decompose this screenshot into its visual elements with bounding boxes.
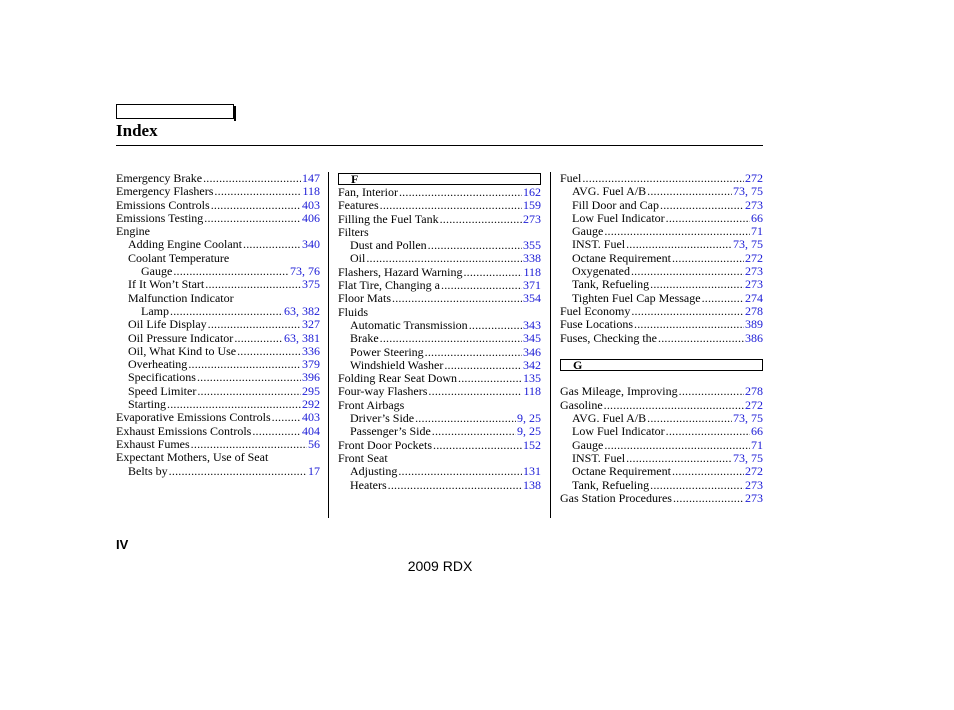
index-term: Low Fuel Indicator: [572, 424, 665, 439]
index-term: Front Door Pockets: [338, 437, 432, 452]
dot-leader: [666, 212, 750, 225]
index-term: Emissions Controls: [116, 197, 210, 212]
index-entry: [338, 239, 541, 252]
dot-leader: [380, 199, 522, 212]
index-term: Four-way Flashers: [338, 384, 428, 399]
column-divider: [550, 172, 551, 518]
index-term: Flat Tire, Changing a: [338, 278, 441, 293]
index-term: Evaporative Emissions Controls: [116, 410, 271, 425]
index-term: Gauge: [572, 437, 604, 452]
dot-leader: [433, 439, 522, 452]
page-reference-link[interactable]: 272: [745, 397, 763, 412]
dot-leader: [647, 185, 732, 198]
dot-leader: [469, 319, 522, 332]
index-term: Oil Life Display: [128, 317, 207, 332]
index-term: Windshield Washer: [350, 357, 444, 372]
page-reference-link[interactable]: 342: [523, 357, 541, 372]
dot-leader: [604, 439, 750, 452]
page-reference-link[interactable]: 403: [302, 410, 320, 425]
page-reference-link[interactable]: 278: [745, 384, 763, 399]
index-entry: [116, 185, 320, 198]
page-reference-link[interactable]: 118: [523, 384, 541, 399]
index-term: Oil, What Kind to Use: [128, 343, 237, 358]
page-reference-link[interactable]: 336: [302, 343, 320, 358]
index-term: Malfunction Indicator: [128, 290, 234, 305]
index-term: Gauge: [141, 264, 173, 279]
index-term: Dust and Pollen: [350, 238, 427, 253]
index-entry: [116, 199, 320, 212]
dot-leader: [458, 372, 522, 385]
index-term: Adding Engine Coolant: [128, 237, 242, 252]
index-column-3: [560, 172, 763, 505]
page-reference-link[interactable]: 73, 75: [733, 411, 763, 426]
page-reference-link[interactable]: 273: [523, 211, 541, 226]
index-term: Low Fuel Indicator: [572, 210, 665, 225]
dot-leader: [191, 438, 307, 451]
page-reference-link[interactable]: 292: [302, 397, 320, 412]
dot-leader: [626, 238, 732, 251]
index-entry: [560, 318, 763, 331]
index-term: Passenger’s Side: [350, 424, 431, 439]
index-term: Starting: [128, 397, 166, 412]
index-entry: [560, 425, 763, 438]
index-entry: [560, 385, 763, 398]
index-entry: [560, 225, 763, 238]
page-title: Index: [116, 121, 158, 140]
index-term: Fill Door and Cap: [572, 197, 659, 212]
page-reference-link[interactable]: 63, 381: [284, 330, 320, 345]
page-reference-link[interactable]: 118: [523, 264, 541, 279]
index-term: AVG. Fuel A/B: [572, 184, 647, 199]
dot-leader: [658, 332, 744, 345]
index-term: Heaters: [350, 477, 387, 492]
index-term: Oil: [350, 251, 366, 266]
index-entry: [116, 225, 320, 238]
index-entry: [560, 452, 763, 465]
index-term: Emergency Brake: [116, 171, 203, 185]
index-entry: [338, 332, 541, 345]
page-reference-link[interactable]: 162: [523, 185, 541, 199]
page-reference-link[interactable]: 73, 75: [733, 450, 763, 465]
dot-leader: [604, 399, 744, 412]
index-term: Gas Mileage, Improving: [560, 384, 678, 399]
dot-leader: [672, 252, 744, 265]
index-term: Adjusting: [350, 464, 398, 479]
index-entry: [338, 346, 541, 359]
page-reference-link[interactable]: 343: [523, 317, 541, 332]
index-entry: [560, 332, 763, 345]
index-entry: [338, 213, 541, 226]
index-entry: [338, 279, 541, 292]
page-reference-link[interactable]: 131: [523, 464, 541, 479]
page-reference-link[interactable]: 272: [745, 464, 763, 479]
dot-leader: [428, 385, 522, 398]
index-entry: [116, 172, 320, 185]
index-term: Front Seat: [338, 450, 388, 465]
page-reference-link[interactable]: 273: [745, 197, 763, 212]
page-reference-link[interactable]: 273: [745, 277, 763, 292]
index-entry: [338, 399, 541, 412]
page-reference-link[interactable]: 278: [745, 303, 763, 318]
page-reference-link[interactable]: 345: [523, 331, 541, 346]
index-entry: [338, 186, 541, 199]
dot-leader: [197, 371, 301, 384]
dot-leader: [205, 278, 301, 291]
index-entry: [116, 358, 320, 371]
index-entry: [116, 411, 320, 424]
dot-leader: [380, 332, 522, 345]
index-term: Oil Pressure Indicator: [128, 330, 234, 345]
index-entry: [560, 278, 763, 291]
index-term: Exhaust Fumes: [116, 436, 190, 451]
index-entry: [560, 465, 763, 478]
index-entry: [116, 278, 320, 291]
page-reference-link[interactable]: 273: [745, 490, 763, 505]
page-reference-link[interactable]: 118: [302, 184, 320, 199]
section-spacer: [560, 372, 763, 385]
page-reference-link[interactable]: 71: [751, 224, 763, 239]
dot-leader: [188, 358, 301, 371]
page-reference-link[interactable]: 71: [751, 437, 763, 452]
index-term: Tank, Refueling: [572, 477, 650, 492]
index-entry: [560, 399, 763, 412]
index-entry: [116, 252, 320, 265]
page-reference-link[interactable]: 272: [745, 250, 763, 265]
index-entry: [338, 479, 541, 492]
dot-leader: [463, 266, 522, 279]
index-term: Fuse Locations: [560, 317, 633, 332]
dot-leader: [237, 345, 301, 358]
index-term: Exhaust Emissions Controls: [116, 423, 252, 438]
index-entry: [338, 306, 541, 319]
index-entry: [116, 238, 320, 251]
page-reference-link[interactable]: 152: [523, 437, 541, 452]
index-entry: [116, 451, 320, 464]
dot-leader: [631, 305, 744, 318]
index-entry: [560, 199, 763, 212]
index-entry: [560, 292, 763, 305]
index-entry: [116, 438, 320, 451]
footer-model-label: 2009 RDX: [407, 558, 473, 574]
index-term: Driver’s Side: [350, 411, 415, 426]
index-entry: [116, 318, 320, 331]
index-term: Gasoline: [560, 397, 603, 412]
index-entry: [338, 385, 541, 398]
page-reference-link[interactable]: 66: [751, 210, 763, 225]
index-term: Fuel: [560, 171, 582, 185]
page-reference-link[interactable]: 159: [523, 198, 541, 213]
index-term: Tighten Fuel Cap Message: [572, 290, 701, 305]
index-entry: [116, 212, 320, 225]
page-reference-link[interactable]: 355: [523, 238, 541, 253]
page-reference-link[interactable]: 66: [751, 424, 763, 439]
index-term: Specifications: [128, 370, 196, 385]
index-entry: [116, 265, 320, 278]
index-term: Emergency Flashers: [116, 184, 214, 199]
dot-leader: [425, 346, 522, 359]
dot-leader: [660, 199, 744, 212]
index-entry: [338, 412, 541, 425]
index-entry: [116, 465, 320, 478]
page-reference-link[interactable]: 295: [302, 383, 320, 398]
index-entry: [560, 439, 763, 452]
dot-leader: [366, 252, 522, 265]
dot-leader: [444, 359, 522, 372]
dot-leader: [650, 278, 744, 291]
page-reference-link[interactable]: 272: [745, 171, 763, 185]
index-term: Filters: [338, 224, 369, 239]
index-term: Flashers, Hazard Warning: [338, 264, 463, 279]
index-entry: [116, 332, 320, 345]
page-reference-link[interactable]: 340: [302, 237, 320, 252]
index-entry: [560, 265, 763, 278]
index-term: AVG. Fuel A/B: [572, 411, 647, 426]
dot-leader: [169, 465, 307, 478]
dot-leader: [208, 318, 301, 331]
page-reference-link[interactable]: 406: [302, 210, 320, 225]
index-term: Automatic Transmission: [350, 317, 468, 332]
page-reference-link[interactable]: 354: [523, 291, 541, 306]
dot-leader: [392, 292, 522, 305]
index-entry: [560, 305, 763, 318]
dot-leader: [399, 186, 522, 199]
index-term: Emissions Testing: [116, 210, 204, 225]
page-reference-link[interactable]: 274: [745, 290, 763, 305]
index-entry: [116, 385, 320, 398]
dot-leader: [272, 411, 301, 424]
index-term: Speed Limiter: [128, 383, 197, 398]
index-entry: [116, 398, 320, 411]
index-term: Features: [338, 198, 379, 213]
dot-leader: [440, 213, 522, 226]
page-reference-link[interactable]: 17: [308, 463, 320, 478]
page-reference-link[interactable]: 375: [302, 277, 320, 292]
title-divider: [116, 145, 763, 146]
page-reference-link[interactable]: 63, 382: [284, 303, 320, 318]
index-term: Tank, Refueling: [572, 277, 650, 292]
index-entry: [116, 305, 320, 318]
index-entry: [560, 172, 763, 185]
index-entry: [560, 252, 763, 265]
dot-leader: [604, 225, 750, 238]
index-entry: [560, 412, 763, 425]
page-reference-link[interactable]: 56: [308, 436, 320, 451]
dot-leader: [672, 465, 744, 478]
dot-leader: [214, 185, 301, 198]
index-entry: [338, 452, 541, 465]
page-reference-link[interactable]: 73, 76: [290, 264, 320, 279]
page-reference-link[interactable]: 273: [745, 477, 763, 492]
index-entry: [338, 319, 541, 332]
dot-leader: [702, 292, 744, 305]
index-column-2: [338, 172, 541, 492]
index-term: Fuses, Checking the: [560, 330, 657, 345]
dot-leader: [428, 239, 522, 252]
page-reference-link[interactable]: 389: [745, 317, 763, 332]
index-term: Octane Requirement: [572, 464, 671, 479]
letter-section-header: F: [338, 173, 541, 185]
index-entry: [338, 226, 541, 239]
index-entry: [560, 492, 763, 505]
index-entry: [560, 238, 763, 251]
dot-leader: [170, 305, 283, 318]
index-entry: [116, 345, 320, 358]
index-term: Filling the Fuel Tank: [338, 211, 439, 226]
dot-leader: [252, 425, 301, 438]
dot-leader: [398, 465, 522, 478]
dot-leader: [203, 172, 301, 185]
index-term: Gauge: [572, 224, 604, 239]
page-reference-link[interactable]: 371: [523, 278, 541, 293]
index-entry: [338, 439, 541, 452]
index-term: Fan, Interior: [338, 185, 398, 199]
page-reference-link[interactable]: 403: [302, 197, 320, 212]
index-entry: [338, 266, 541, 279]
dot-leader: [582, 172, 744, 185]
page-reference-link[interactable]: 386: [745, 330, 763, 345]
index-term: Front Airbags: [338, 397, 405, 412]
page-reference-link[interactable]: 135: [523, 371, 541, 386]
page-reference-link[interactable]: 396: [302, 370, 320, 385]
index-column-1: [116, 172, 320, 478]
dot-leader: [666, 425, 750, 438]
index-entry: [116, 371, 320, 384]
page-reference-link[interactable]: 346: [523, 344, 541, 359]
dot-leader: [204, 212, 301, 225]
dot-leader: [243, 238, 301, 251]
index-term: Engine: [116, 224, 150, 239]
page-reference-link[interactable]: 73, 75: [733, 237, 763, 252]
dot-leader: [388, 479, 522, 492]
dot-leader: [173, 265, 289, 278]
page-reference-link[interactable]: 73, 75: [733, 184, 763, 199]
page-reference-link[interactable]: 379: [302, 357, 320, 372]
dot-leader: [211, 199, 301, 212]
dot-leader: [679, 385, 744, 398]
index-term: If It Won’t Start: [128, 277, 205, 292]
dot-leader: [634, 318, 744, 331]
index-term: Power Steering: [350, 344, 424, 359]
index-entry: [560, 185, 763, 198]
page-reference-link[interactable]: 338: [523, 251, 541, 266]
dot-leader: [626, 452, 732, 465]
page-number-label: IV: [116, 537, 129, 552]
index-entry: [338, 465, 541, 478]
index-term: Belts by: [128, 463, 168, 478]
dot-leader: [415, 412, 516, 425]
index-term: Octane Requirement: [572, 250, 671, 265]
index-entry: [116, 292, 320, 305]
index-term: Coolant Temperature: [128, 250, 230, 265]
index-entry: [338, 359, 541, 372]
index-entry: [338, 199, 541, 212]
index-term: Expectant Mothers, Use of Seat: [116, 450, 269, 465]
index-term: Fluids: [338, 304, 369, 319]
section-tab-box: [116, 104, 234, 119]
index-term: Brake: [350, 331, 379, 346]
page-reference-link[interactable]: 9, 25: [517, 424, 541, 439]
column-divider: [328, 172, 329, 518]
index-term: Overheating: [128, 357, 188, 372]
index-entry: [338, 292, 541, 305]
letter-section-header: G: [560, 359, 763, 371]
page-reference-link[interactable]: 9, 25: [517, 411, 541, 426]
index-term: INST. Fuel: [572, 450, 626, 465]
section-spacer: [560, 345, 763, 358]
index-entry: [338, 252, 541, 265]
dot-leader: [647, 412, 732, 425]
index-term: INST. Fuel: [572, 237, 626, 252]
index-entry: [116, 425, 320, 438]
index-term: Lamp: [141, 303, 169, 318]
dot-leader: [631, 265, 744, 278]
page-reference-link[interactable]: 404: [302, 423, 320, 438]
index-entry: [338, 372, 541, 385]
page-reference-link[interactable]: 138: [523, 477, 541, 492]
dot-leader: [673, 492, 744, 505]
page-reference-link[interactable]: 273: [745, 264, 763, 279]
index-term: Fuel Economy: [560, 303, 631, 318]
index-entry: [560, 212, 763, 225]
dot-leader: [650, 479, 744, 492]
index-entry: [560, 479, 763, 492]
dot-leader: [441, 279, 522, 292]
dot-leader: [167, 398, 301, 411]
dot-leader: [432, 425, 516, 438]
dot-leader: [197, 385, 301, 398]
index-term: Gas Station Procedures: [560, 490, 672, 505]
index-entry: [338, 425, 541, 438]
dot-leader: [234, 332, 283, 345]
page-reference-link[interactable]: 327: [302, 317, 320, 332]
index-term: Floor Mats: [338, 291, 392, 306]
index-term: Folding Rear Seat Down: [338, 371, 457, 386]
index-term: Oxygenated: [572, 264, 630, 279]
page-reference-link[interactable]: 147: [302, 171, 320, 185]
